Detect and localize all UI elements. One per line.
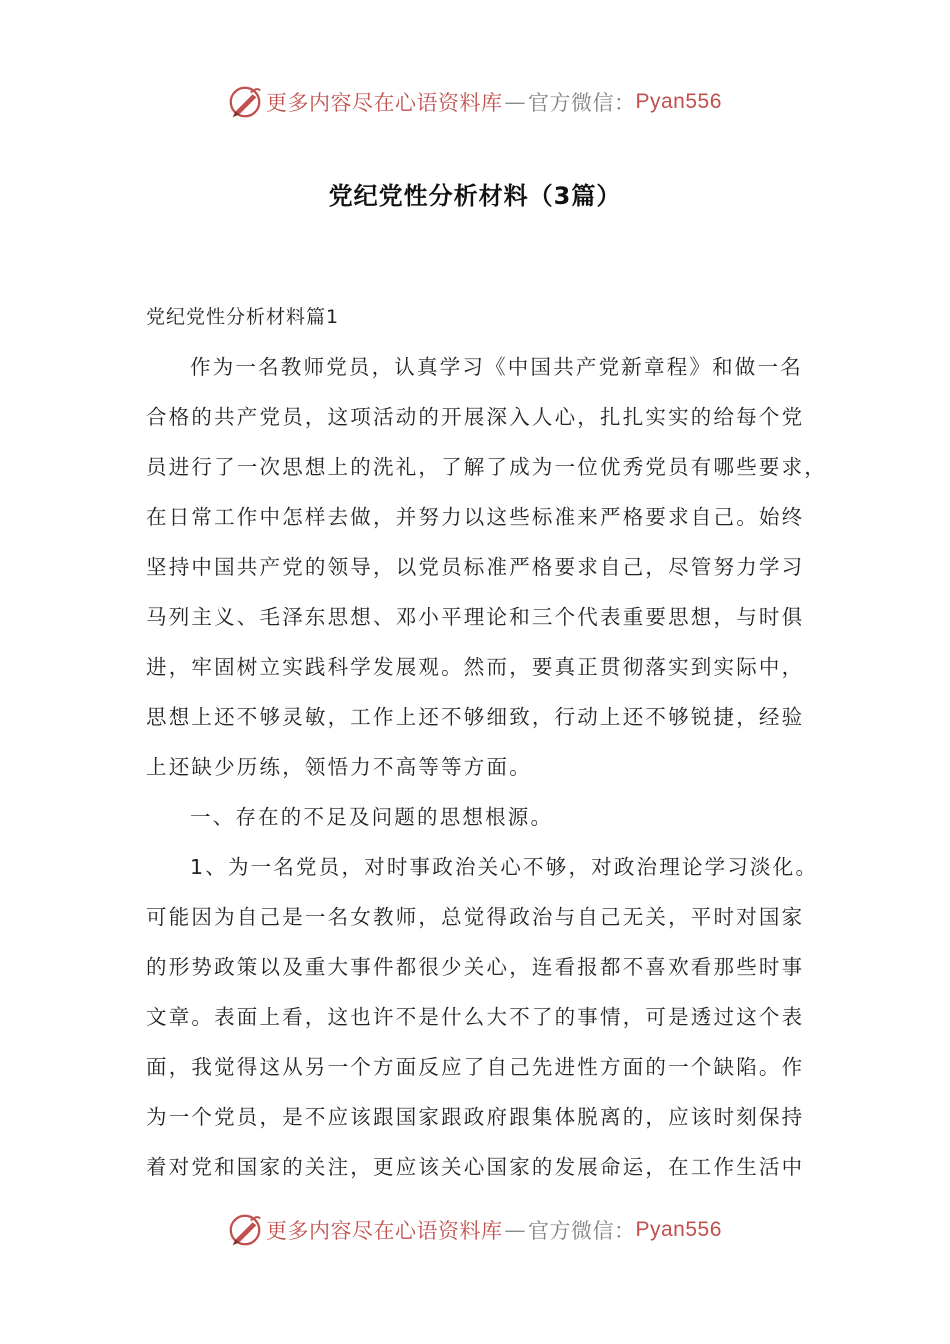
banner-wechat-id: Pyan556 [635, 1218, 722, 1241]
paragraph-line: 员进行了一次思想上的洗礼，了解了成为一位优秀党员有哪些要求， [146, 455, 827, 479]
banner-dash: — [504, 1218, 526, 1242]
banner-official-label: 官方微信： [528, 91, 636, 115]
paragraph-line: 思想上还不够灵敏，工作上还不够细致，行动上还不够锐捷，经验 [146, 705, 805, 729]
paragraph-line: 马列主义、毛泽东思想、邓小平理论和三个代表重要思想，与时俱 [146, 605, 805, 629]
paragraph-line: 上还缺少历练，领悟力不高等等方面。 [146, 755, 532, 779]
section-heading: 党纪党性分析材料篇1 [146, 306, 340, 328]
paragraph-line: 合格的共产党员，这项活动的开展深入人心，扎扎实实的给每个党 [146, 405, 805, 429]
banner-wechat-id: Pyan556 [635, 90, 722, 113]
body-text [146, 342, 827, 1192]
pen-logo-icon [226, 1211, 264, 1249]
paragraph-line: 作为一名教师党员，认真学习《中国共产党新章程》和做一名 [190, 355, 803, 379]
paragraph-line: 为一个党员，是不应该跟国家跟政府跟集体脱离的，应该时刻保持 [146, 1105, 805, 1129]
paragraph-line: 的形势政策以及重大事件都很少关心，连看报都不喜欢看那些时事 [146, 955, 805, 979]
paragraph-line: 面，我觉得这从另一个方面反应了自己先进性方面的一个缺陷。作 [146, 1055, 805, 1079]
header-banner [0, 80, 950, 124]
paragraph-line: 着对党和国家的关注，更应该关心国家的发展命运，在工作生活中 [146, 1155, 805, 1179]
subheading-line: 一、存在的不足及问题的思想根源。 [190, 805, 554, 829]
pen-logo-icon [226, 83, 264, 121]
banner-dash: — [504, 90, 526, 114]
paragraph-line: 1、为一名党员，对时事政治关心不够，对政治理论学习淡化。 [190, 855, 819, 879]
banner-slogan: 更多内容尽在心语资料库 [266, 91, 503, 115]
paragraph-line: 进，牢固树立实践科学发展观。然而，要真正贯彻落实到实际中， [146, 655, 805, 679]
banner-slogan: 更多内容尽在心语资料库 [266, 1219, 503, 1243]
footer-banner [0, 1208, 950, 1252]
banner-official-label: 官方微信： [528, 1219, 636, 1243]
paragraph-line: 文章。表面上看，这也许不是什么大不了的事情，可是透过这个表 [146, 1005, 805, 1029]
paragraph-line: 坚持中国共产党的领导，以党员标准严格要求自己，尽管努力学习 [146, 555, 805, 579]
paragraph-line: 在日常工作中怎样去做，并努力以这些标准来严格要求自己。始终 [146, 505, 805, 529]
document-title: 党纪党性分析材料（3篇） [328, 182, 622, 210]
paragraph-line: 可能因为自己是一名女教师，总觉得政治与自己无关，平时对国家 [146, 905, 805, 929]
